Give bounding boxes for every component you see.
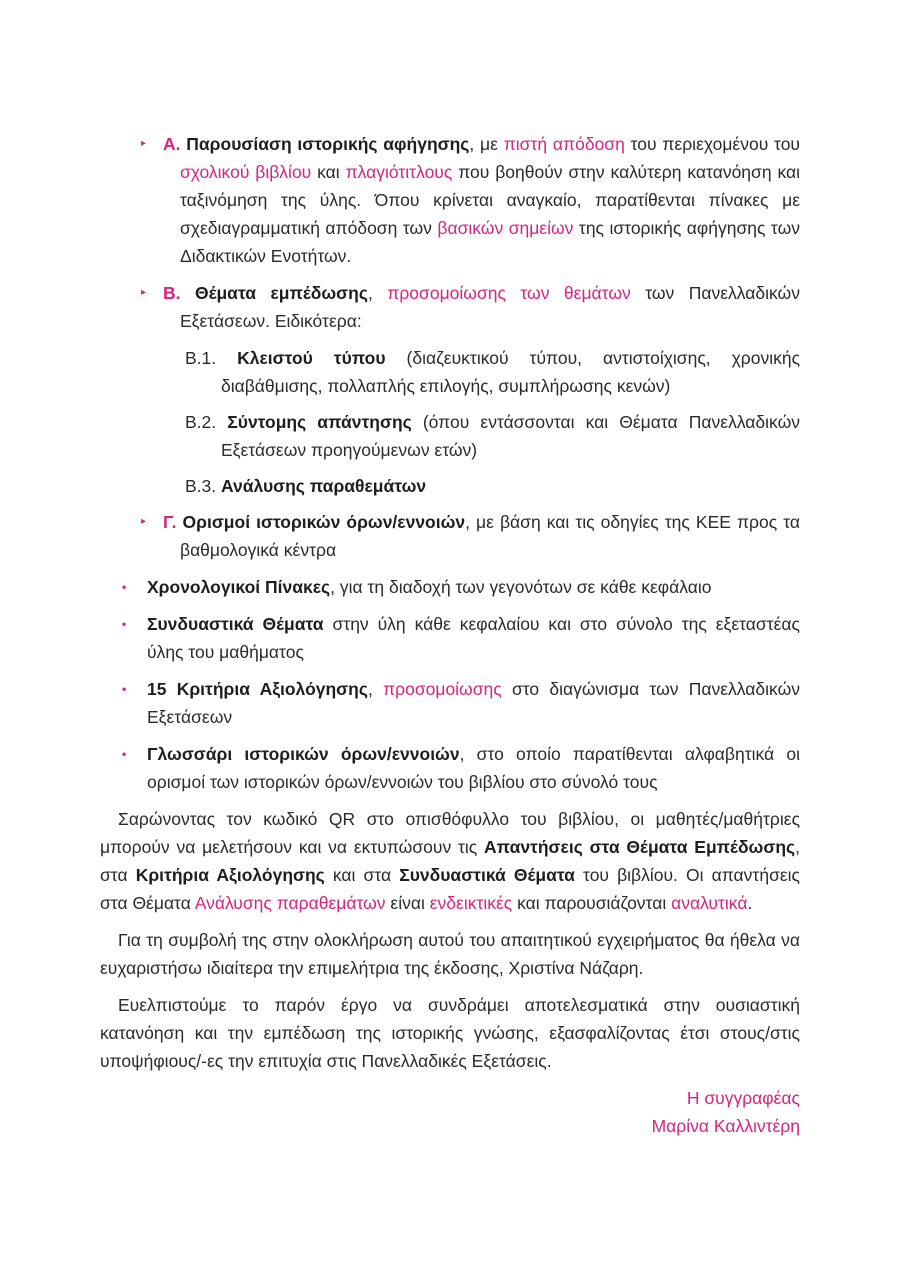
triangle-right-icon: ▸ [141, 138, 147, 149]
highlight-text: αναλυτικά [671, 893, 748, 913]
b-subitem-text [221, 476, 426, 496]
signature-name: Μαρίνα Καλλιντέρη [651, 1116, 800, 1136]
text-run: της ιστορικής αφήγησης των Διδακτικών Ενοτήτων. [180, 218, 800, 266]
bold-text: Γλωσσάρι ιστορικών όρων/εννοιών [147, 744, 460, 764]
bold-text: Παρουσίαση ιστορικής αφήγησης [186, 134, 470, 154]
text-run: , στο οποίο παρατίθενται αλφαβητικά οι ορισμοί των ιστορικών όρων/εννοιών του βιβλίου στο σύνολό τους [147, 744, 800, 792]
bullet-item [100, 610, 800, 666]
bold-text: Θέματα εμπέδωσης [194, 283, 368, 303]
bold-text: Σύντομης απάντησης [227, 412, 412, 432]
text-run: και [311, 162, 346, 182]
b-subitem-2 [100, 408, 800, 464]
text-run: είναι [385, 893, 430, 913]
text-run: στο διαγώνισμα των Πανελλαδικών Εξετάσεων [147, 679, 800, 727]
text-run: , [367, 679, 384, 699]
text-run: , για τη διαδοχή των γεγονότων σε κάθε κεφάλαιο [330, 577, 712, 597]
highlight-text: βασικών σημείων [437, 218, 574, 238]
b-subitem-1 [100, 344, 800, 400]
bold-text: Ορισμοί ιστορικών όρων/εννοιών [182, 512, 466, 532]
bullet-item [100, 740, 800, 796]
bold-text: Συνδυαστικά Θέματα [399, 865, 575, 885]
triangle-right-icon: ▸ [141, 287, 147, 298]
b-subitem-3 [100, 472, 800, 500]
dot-icon: • [122, 747, 127, 761]
dot-icon: • [122, 682, 127, 696]
bold-text: 15 Κριτήρια Αξιολόγησης [147, 679, 368, 699]
dot-icon: • [122, 580, 127, 594]
text-run: , με [469, 134, 504, 154]
text-run: , [367, 283, 388, 303]
b-subitem-text [221, 412, 800, 460]
text-run: και στα [324, 865, 400, 885]
paragraph-thanks [100, 926, 800, 982]
bullet-text [147, 744, 800, 792]
sub-item-text [180, 512, 800, 560]
highlight-text: προσομοίωσης των θεμάτων [387, 283, 631, 303]
text-run: στην ύλη κάθε κεφαλαίου και στο σύνολο της εξεταστέας ύλης του μαθήματος [147, 614, 800, 662]
sub-item-g [100, 508, 800, 564]
b-subitem-text [221, 348, 800, 396]
sub-item-text [180, 283, 800, 331]
dot-icon: • [122, 617, 127, 631]
sub-item-text [180, 134, 800, 266]
page-content [100, 130, 800, 1140]
highlight-text: προσομοίωσης [383, 679, 502, 699]
bullet-text [147, 679, 800, 727]
bold-text: Συνδυαστικά Θέματα [147, 614, 324, 634]
bold-text: Απαντήσεις στα Θέματα Εμπέδωσης [484, 837, 796, 857]
bullet-item [100, 675, 800, 731]
text-run: . [747, 893, 753, 913]
text-run: των Πανελλαδικών Εξετάσεων. Ειδικότερα: [180, 283, 800, 331]
sub-item-a [100, 130, 800, 270]
text-run: , στα [100, 837, 800, 885]
text-run: Ευελπιστούμε το παρόν έργο να συνδράμει αποτελεσματικά στην ουσιαστική κατανόηση και την εμπέδωση της ιστορικής γνώσης, εξασφαλίζοντας έτσι στους/στις υποψήφιους/-ες την επιτυχία στις Πανελλαδικές Εξετάσεις. [100, 995, 800, 1071]
sub-item-letter: Α. [163, 134, 181, 154]
text-run: που βοηθούν στην καλύτερη κατανόηση και ταξινόμηση της ύλης. Όπου κρίνεται αναγκαίο, παρατίθενται πίνακες με σχεδιαγραμματική απόδοση των [180, 162, 801, 238]
b-subitem-number: Β.2. [185, 412, 217, 432]
text-run: (όπου εντάσσονται και Θέματα Πανελλαδικών Εξετάσεων προηγούμενων ετών) [221, 412, 800, 460]
highlight-text: ενδεικτικές [429, 893, 513, 913]
signature-role: Η συγγραφέας [686, 1088, 800, 1108]
bold-text: Κριτήρια Αξιολόγησης [135, 865, 325, 885]
triangle-right-icon: ▸ [141, 516, 147, 527]
highlight-text: πλαγιότιτλους [345, 162, 453, 182]
text-run: του βιβλίου. Οι απαντήσεις στα Θέματα [100, 865, 800, 913]
b-subitem-number: Β.1. [185, 348, 217, 368]
text-run: (διαζευκτικού τύπου, αντιστοίχισης, χρονικής διαβάθμισης, πολλαπλής επιλογής, συμπλήρωσης κενών) [221, 348, 800, 396]
bold-text: Ανάλυσης παραθεμάτων [221, 476, 427, 496]
text-run: και παρουσιάζονται [512, 893, 672, 913]
bullet-item [100, 573, 800, 601]
text-run: Σαρώνοντας τον κωδικό QR στο οπισθόφυλλο του βιβλίου, οι μαθητές/μαθήτριες μπορούν να μελετήσουν και να εκτυπώσουν τις [100, 809, 800, 857]
paragraph-hope [100, 991, 800, 1075]
text-run: Για τη συμβολή της στην ολοκλήρωση αυτού του απαιτητικού εγχειρήματος θα ήθελα να ευχαριστήσω ιδιαίτερα την επιμελήτρια της έκδοσης, Χριστίνα Νάζαρη. [100, 930, 800, 978]
bullet-text [147, 577, 711, 597]
text-run: , με βάση και τις οδηγίες της ΚΕΕ προς τα βαθμολογικά κέντρα [180, 512, 801, 560]
sub-item-b [100, 279, 800, 335]
highlight-text: πιστή απόδοση [503, 134, 625, 154]
highlight-text: σχολικού βιβλίου [180, 162, 312, 182]
highlight-text: Ανάλυσης παραθεμάτων [194, 893, 386, 913]
bold-text: Κλειστού τύπου [237, 348, 386, 368]
b-subitem-number: Β.3. [185, 476, 217, 496]
paragraph-qr [100, 805, 800, 917]
text-run: του περιεχομένου του [624, 134, 801, 154]
sub-item-letter: Γ. [163, 512, 177, 532]
bold-text: Χρονολογικοί Πίνακες [147, 577, 331, 597]
bullet-text [147, 614, 800, 662]
sub-item-letter: Β. [163, 283, 181, 303]
